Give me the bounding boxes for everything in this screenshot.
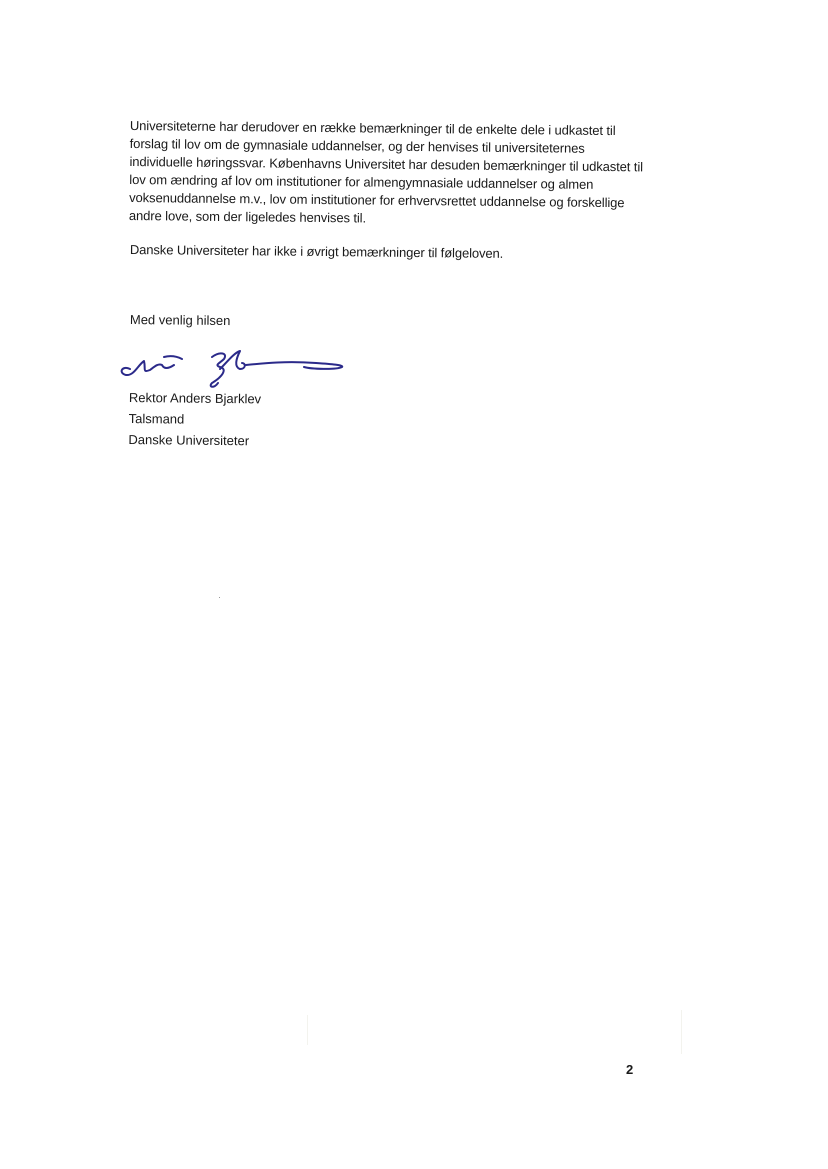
scan-artifact-line	[681, 1010, 682, 1054]
page-number: 2	[626, 1062, 634, 1077]
signature-icon	[116, 343, 356, 393]
body-paragraph-remarks: Universiteterne har derudover en række bemærkninger til de enkelte dele i udkastet til forslag til lov om de gymnasiale uddannelser, og der henvises til universiteternes individuelle høringssvar. Københavns Universitet har desuden bemærkninger til udkastet til lov om ændring af lov om institutioner for almengymnasiale uddannelser og almen voksenuddannelse m.v., lov om institutioner for erhvervsrettet uddannelse og forskellige andre love, som der ligeledes henvises til.	[128, 117, 644, 226]
scan-artifact-line	[307, 1015, 308, 1045]
closing-salutation: Med venlig hilsen	[129, 312, 231, 329]
signature-block	[128, 387, 261, 451]
body-paragraph-no-further-remarks: Danske Universiteter har ikke i øvrigt bemærkninger til følgeloven.	[129, 241, 504, 261]
signatory-name: Rektor Anders Bjarklev	[128, 389, 262, 407]
scan-speck	[219, 597, 220, 598]
signatory-organization: Danske Universiteter	[128, 431, 250, 449]
signatory-title: Talsmand	[128, 410, 185, 427]
